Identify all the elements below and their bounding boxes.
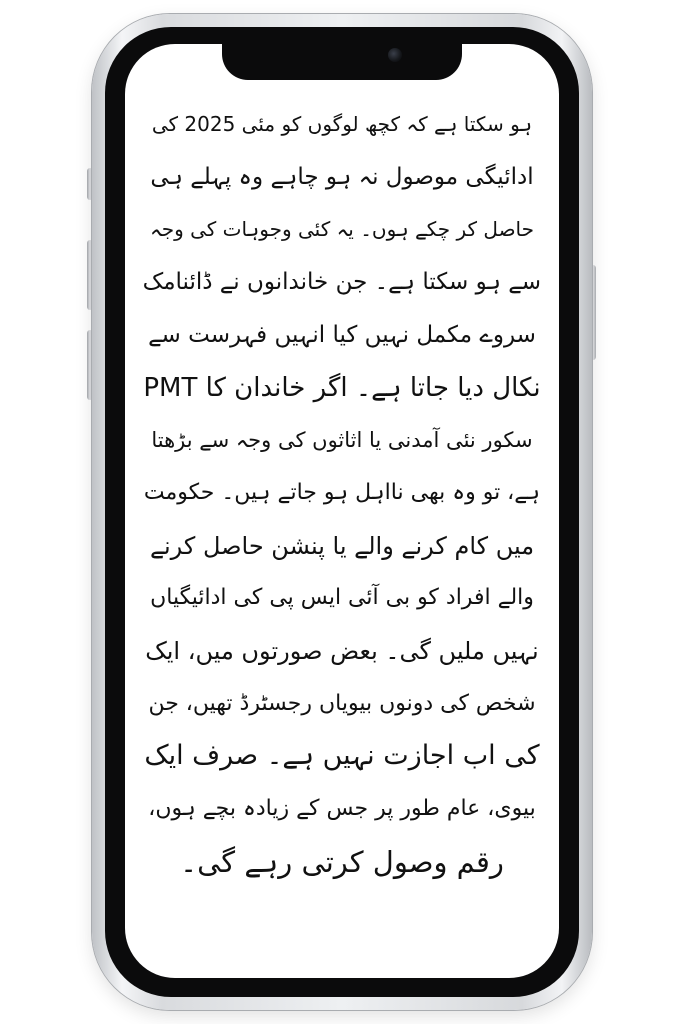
article-line: ادائیگی موصول نہ ہو چاہے وہ پہلے ہی — [150, 163, 534, 190]
article-line: کی اب اجازت نہیں ہے۔ صرف ایک — [144, 740, 540, 772]
phone-screen — [125, 44, 559, 978]
article-line: شخص کی دونوں بیویاں رجسٹرڈ تھیں، جن — [148, 690, 536, 716]
article-line: ہو سکتا ہے کہ کچھ لوگوں کو مئی 2025 کی — [151, 112, 533, 136]
article-line: سروے مکمل نہیں کیا انہیں فہرست سے — [148, 321, 536, 348]
article-line: حاصل کر چکے ہوں۔ یہ کئی وجوہات کی وجہ — [149, 217, 535, 242]
article-text — [143, 98, 541, 889]
article-line: ہے، تو وہ بھی نااہل ہو جاتے ہیں۔ حکومت — [143, 479, 541, 505]
article-line: نہیں ملیں گی۔ بعض صورتوں میں، ایک — [145, 637, 539, 666]
article-line: رقم وصول کرتی رہے گی۔ — [180, 844, 504, 879]
front-camera-icon — [388, 48, 402, 62]
article-line: بیوی، عام طور پر جس کے زیادہ بچے ہوں، — [148, 796, 536, 822]
article-line: میں کام کرنے والے یا پنشن حاصل کرنے — [149, 531, 535, 560]
article-line: نکال دیا جاتا ہے۔ اگر خاندان کا PMT — [143, 372, 541, 403]
article-line: والے افراد کو بی آئی ایس پی کی ادائیگیاں — [150, 585, 534, 611]
article-line: سے ہو سکتا ہے۔ جن خاندانوں نے ڈائنامک — [143, 269, 541, 296]
phone-notch — [222, 40, 462, 80]
article-line: سکور نئی آمدنی یا اثاثوں کی وجہ سے بڑھتا — [151, 428, 533, 453]
